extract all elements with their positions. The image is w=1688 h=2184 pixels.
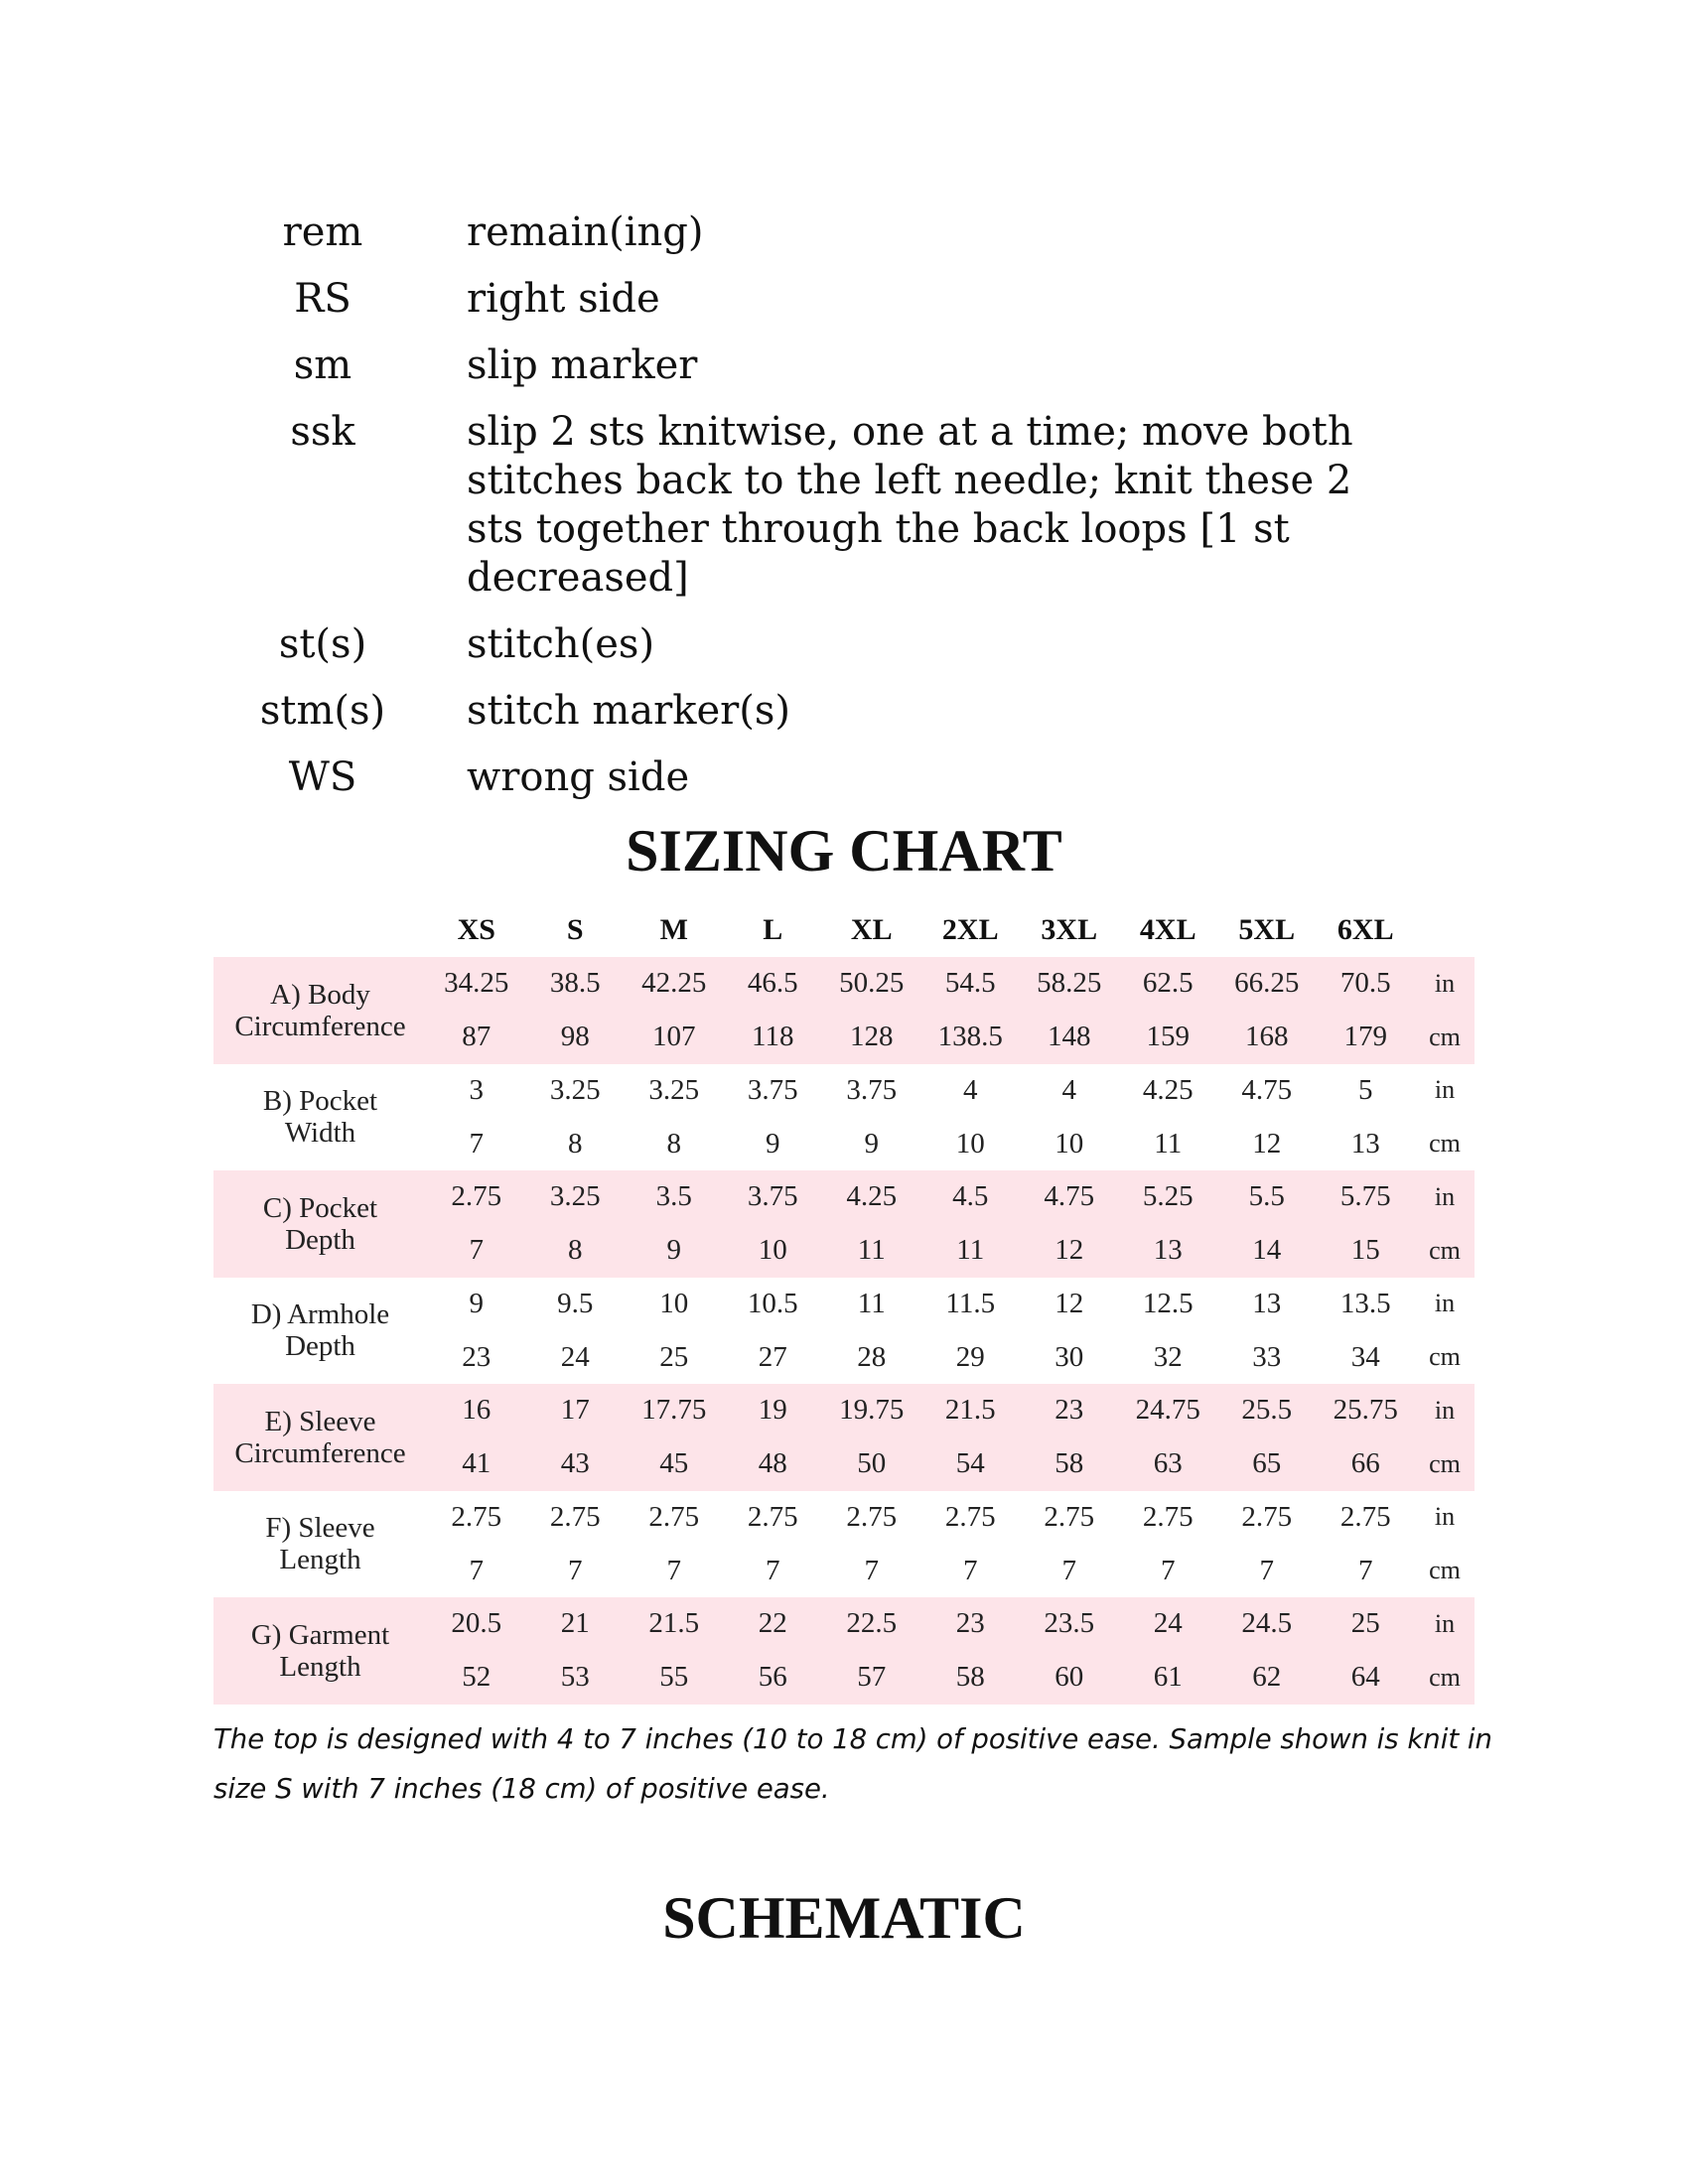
measurement-row bbox=[213, 1384, 1475, 1491]
measurement-value: 11 bbox=[956, 1234, 985, 1267]
measurement-value: 58 bbox=[1055, 1447, 1084, 1480]
measurement-value: 3.25 bbox=[549, 1180, 601, 1213]
unit-label: cm bbox=[1429, 1448, 1461, 1478]
ease-note: The top is designed with 4 to 7 inches (10 to 18 cm) of positive ease. Sample shown is knit in size S with 7 inches (18 cm) of positive ease. bbox=[213, 1723, 1492, 1805]
measurement-label-line2: Depth bbox=[285, 1330, 355, 1363]
unit-label: in bbox=[1434, 1289, 1456, 1318]
measurement-label bbox=[213, 1064, 427, 1171]
measurement-label-line1: E) Sleeve bbox=[264, 1405, 376, 1437]
measurement-label bbox=[213, 1491, 427, 1598]
abbreviation-term: sm bbox=[293, 342, 352, 388]
size-header-row bbox=[213, 903, 1475, 957]
measurement-value: 33 bbox=[1252, 1340, 1282, 1373]
measurement-value: 17 bbox=[560, 1394, 590, 1427]
measurement-value: 46.5 bbox=[747, 967, 798, 1000]
measurement-value: 38.5 bbox=[549, 967, 601, 1000]
measurement-value: 4.25 bbox=[1142, 1073, 1194, 1106]
measurement-value: 50 bbox=[857, 1447, 887, 1480]
measurement-value: 5.75 bbox=[1339, 1180, 1391, 1213]
measurement-label-line2: Length bbox=[279, 1650, 361, 1683]
measurement-value: 148 bbox=[1048, 1021, 1091, 1053]
measurement-value: 25.5 bbox=[1241, 1394, 1293, 1427]
measurement-value: 3 bbox=[469, 1073, 484, 1106]
inches-row bbox=[427, 1064, 1475, 1118]
measurement-row bbox=[213, 1170, 1475, 1278]
unit-label: in bbox=[1434, 1502, 1456, 1532]
unit-label: cm bbox=[1429, 1662, 1461, 1692]
measurement-value: 25 bbox=[1350, 1607, 1380, 1640]
abbreviation-term: WS bbox=[288, 754, 357, 800]
measurement-value: 138.5 bbox=[937, 1021, 1003, 1053]
measurement-value: 27 bbox=[758, 1340, 787, 1373]
measurement-label-line2: Circumference bbox=[234, 1010, 406, 1042]
measurement-value: 13.5 bbox=[1339, 1287, 1391, 1319]
measurement-row bbox=[213, 1491, 1475, 1598]
measurement-value: 7 bbox=[766, 1554, 780, 1586]
measurement-value: 34.25 bbox=[444, 967, 509, 1000]
measurement-value: 58.25 bbox=[1037, 967, 1102, 1000]
size-label: 6XL bbox=[1336, 913, 1394, 946]
measurement-value: 64 bbox=[1350, 1661, 1380, 1694]
measurement-value: 58 bbox=[955, 1661, 985, 1694]
measurement-value: 50.25 bbox=[839, 967, 905, 1000]
unit-label: cm bbox=[1429, 1129, 1461, 1159]
measurement-value: 19 bbox=[758, 1394, 787, 1427]
measurement-value: 87 bbox=[462, 1021, 492, 1053]
measurement-value: 7 bbox=[1061, 1554, 1076, 1586]
measurement-value: 60 bbox=[1055, 1661, 1084, 1694]
measurement-label bbox=[213, 1170, 427, 1278]
measurement-value: 23 bbox=[1055, 1394, 1084, 1427]
size-label: 3XL bbox=[1041, 913, 1098, 946]
abbreviation-row bbox=[238, 275, 1479, 324]
unit-label: in bbox=[1434, 1395, 1456, 1425]
measurement-value: 179 bbox=[1343, 1021, 1387, 1053]
measurement-value: 42.25 bbox=[641, 967, 707, 1000]
measurement-value: 21.5 bbox=[944, 1394, 996, 1427]
measurement-value: 52 bbox=[462, 1661, 492, 1694]
measurement-label bbox=[213, 1597, 427, 1705]
measurement-label-line1: D) Armhole bbox=[250, 1298, 390, 1331]
measurement-label-line1: A) Body bbox=[270, 978, 370, 1011]
measurement-value: 7 bbox=[1259, 1554, 1274, 1586]
measurement-value: 159 bbox=[1146, 1021, 1190, 1053]
measurement-value: 61 bbox=[1153, 1661, 1183, 1694]
inches-row bbox=[427, 1384, 1475, 1437]
centimeters-row bbox=[427, 1117, 1475, 1170]
inches-row bbox=[427, 1491, 1475, 1545]
measurement-label-line1: G) Garment bbox=[250, 1618, 390, 1651]
measurement-value: 168 bbox=[1245, 1021, 1289, 1053]
size-label: 2XL bbox=[941, 913, 999, 946]
measurement-value: 4.75 bbox=[1044, 1180, 1095, 1213]
measurement-value: 3.5 bbox=[655, 1180, 692, 1213]
measurement-value: 2.75 bbox=[1142, 1500, 1194, 1533]
measurement-value: 24 bbox=[1153, 1607, 1183, 1640]
abbreviation-definition: stitch(es) bbox=[467, 621, 655, 667]
measurement-value: 10.5 bbox=[747, 1287, 798, 1319]
size-label: S bbox=[566, 913, 584, 946]
measurement-value: 66.25 bbox=[1234, 967, 1300, 1000]
measurement-value: 8 bbox=[666, 1127, 681, 1160]
measurement-row bbox=[213, 1278, 1475, 1385]
measurement-value: 15 bbox=[1350, 1234, 1380, 1267]
measurement-value: 3.25 bbox=[648, 1073, 700, 1106]
measurement-value: 12 bbox=[1055, 1234, 1084, 1267]
measurement-value: 28 bbox=[857, 1340, 887, 1373]
measurement-value: 7 bbox=[864, 1554, 879, 1586]
measurement-value: 7 bbox=[1161, 1554, 1176, 1586]
abbreviation-list bbox=[238, 208, 1479, 820]
measurement-label bbox=[213, 957, 427, 1064]
measurement-value: 22 bbox=[758, 1607, 787, 1640]
measurement-value: 4.25 bbox=[846, 1180, 898, 1213]
measurement-value: 3.75 bbox=[747, 1073, 798, 1106]
measurement-value: 11 bbox=[857, 1234, 886, 1267]
measurement-value: 2.75 bbox=[549, 1500, 601, 1533]
measurement-value: 23 bbox=[462, 1340, 492, 1373]
measurement-value: 3.75 bbox=[747, 1180, 798, 1213]
measurement-label-line2: Depth bbox=[285, 1223, 355, 1256]
measurement-value: 62 bbox=[1252, 1661, 1282, 1694]
measurement-value: 5.5 bbox=[1248, 1180, 1285, 1213]
measurement-value: 2.75 bbox=[1044, 1500, 1095, 1533]
measurement-value: 63 bbox=[1153, 1447, 1183, 1480]
measurement-value: 10 bbox=[1055, 1127, 1084, 1160]
measurement-value: 41 bbox=[462, 1447, 492, 1480]
schematic-title: SCHEMATIC bbox=[662, 1885, 1026, 1951]
measurement-value: 8 bbox=[568, 1234, 583, 1267]
measurement-label-line1: B) Pocket bbox=[262, 1085, 378, 1118]
measurement-value: 24 bbox=[560, 1340, 590, 1373]
abbreviation-row bbox=[238, 208, 1479, 257]
measurement-value: 25.75 bbox=[1333, 1394, 1398, 1427]
measurement-value: 53 bbox=[560, 1661, 590, 1694]
measurement-value: 45 bbox=[659, 1447, 689, 1480]
measurement-value: 13 bbox=[1252, 1287, 1282, 1319]
measurement-value: 12 bbox=[1055, 1287, 1084, 1319]
measurement-value: 7 bbox=[469, 1554, 484, 1586]
measurement-value: 65 bbox=[1252, 1447, 1282, 1480]
measurement-value: 2.75 bbox=[451, 1180, 502, 1213]
centimeters-row bbox=[427, 1651, 1475, 1705]
measurement-value: 5 bbox=[1358, 1073, 1373, 1106]
inches-row bbox=[427, 1170, 1475, 1224]
measurement-value: 9.5 bbox=[557, 1287, 594, 1319]
measurement-value: 4.5 bbox=[952, 1180, 989, 1213]
measurement-label bbox=[213, 1384, 427, 1491]
measurement-value: 24.5 bbox=[1241, 1607, 1293, 1640]
measurement-value: 128 bbox=[850, 1021, 894, 1053]
size-label: XL bbox=[850, 913, 893, 946]
abbreviation-term: st(s) bbox=[278, 621, 367, 667]
measurement-value: 48 bbox=[758, 1447, 787, 1480]
measurement-value: 3.75 bbox=[846, 1073, 898, 1106]
measurement-value: 12.5 bbox=[1142, 1287, 1194, 1319]
measurement-value: 4.75 bbox=[1241, 1073, 1293, 1106]
unit-label: cm bbox=[1429, 1342, 1461, 1372]
measurement-value: 70.5 bbox=[1339, 967, 1391, 1000]
centimeters-row bbox=[427, 1437, 1475, 1491]
centimeters-row bbox=[427, 1224, 1475, 1278]
measurement-value: 19.75 bbox=[839, 1394, 905, 1427]
inches-row bbox=[427, 957, 1475, 1011]
inches-row bbox=[427, 1278, 1475, 1331]
measurement-value: 21 bbox=[560, 1607, 590, 1640]
unit-label: cm bbox=[1429, 1022, 1461, 1051]
measurement-label-line1: F) Sleeve bbox=[265, 1512, 375, 1545]
measurement-value: 7 bbox=[469, 1127, 484, 1160]
measurement-value: 29 bbox=[955, 1340, 985, 1373]
measurement-value: 56 bbox=[758, 1661, 787, 1694]
measurement-value: 10 bbox=[659, 1287, 689, 1319]
measurement-value: 32 bbox=[1153, 1340, 1183, 1373]
measurement-value: 7 bbox=[1358, 1554, 1373, 1586]
unit-label: in bbox=[1434, 1608, 1456, 1638]
unit-label: cm bbox=[1429, 1556, 1461, 1585]
measurement-value: 12 bbox=[1252, 1127, 1282, 1160]
measurement-value: 10 bbox=[955, 1127, 985, 1160]
measurement-value: 25 bbox=[659, 1340, 689, 1373]
measurement-value: 22.5 bbox=[846, 1607, 898, 1640]
measurement-value: 16 bbox=[462, 1394, 492, 1427]
measurement-value: 24.75 bbox=[1135, 1394, 1200, 1427]
unit-label: in bbox=[1434, 968, 1456, 998]
abbreviation-row bbox=[238, 341, 1479, 390]
measurement-row bbox=[213, 957, 1475, 1064]
abbreviation-term: ssk bbox=[290, 409, 355, 455]
measurement-value: 7 bbox=[666, 1554, 681, 1586]
abbreviation-definition: remain(ing) bbox=[467, 209, 704, 255]
size-label: XS bbox=[457, 913, 495, 946]
measurement-value: 98 bbox=[560, 1021, 590, 1053]
measurement-value: 54 bbox=[955, 1447, 985, 1480]
measurement-value: 11 bbox=[857, 1287, 886, 1319]
abbreviation-row bbox=[238, 687, 1479, 736]
measurement-value: 9 bbox=[864, 1127, 879, 1160]
measurement-value: 13 bbox=[1153, 1234, 1183, 1267]
measurement-value: 2.75 bbox=[451, 1500, 502, 1533]
measurement-value: 66 bbox=[1350, 1447, 1380, 1480]
measurement-value: 4 bbox=[963, 1073, 978, 1106]
measurement-value: 2.75 bbox=[944, 1500, 996, 1533]
unit-label: in bbox=[1434, 1181, 1456, 1211]
measurement-label bbox=[213, 1278, 427, 1385]
sizing-chart-table bbox=[213, 903, 1475, 1705]
measurement-value: 13 bbox=[1350, 1127, 1380, 1160]
size-label: 4XL bbox=[1139, 913, 1196, 946]
sizing-chart-title: SIZING CHART bbox=[626, 818, 1062, 884]
abbreviation-row bbox=[238, 620, 1479, 669]
measurement-value: 5.25 bbox=[1142, 1180, 1194, 1213]
measurement-value: 55 bbox=[659, 1661, 689, 1694]
centimeters-row bbox=[427, 1330, 1475, 1384]
measurement-label-line2: Length bbox=[279, 1544, 361, 1576]
measurement-label-line2: Circumference bbox=[234, 1436, 406, 1469]
abbreviation-row bbox=[238, 408, 1479, 603]
measurement-value: 2.75 bbox=[1241, 1500, 1293, 1533]
measurement-value: 107 bbox=[652, 1021, 696, 1053]
abbreviation-definition: right side bbox=[467, 276, 660, 322]
measurement-value: 2.75 bbox=[1339, 1500, 1391, 1533]
measurement-label-line1: C) Pocket bbox=[262, 1191, 378, 1224]
measurement-value: 4 bbox=[1061, 1073, 1076, 1106]
measurement-value: 9 bbox=[766, 1127, 780, 1160]
measurement-value: 62.5 bbox=[1142, 967, 1194, 1000]
abbreviation-definition: wrong side bbox=[467, 754, 690, 800]
measurement-value: 3.25 bbox=[549, 1073, 601, 1106]
centimeters-row bbox=[427, 1011, 1475, 1064]
measurement-value: 20.5 bbox=[451, 1607, 502, 1640]
abbreviation-term: RS bbox=[294, 276, 352, 322]
centimeters-row bbox=[427, 1544, 1475, 1597]
abbreviation-term: stm(s) bbox=[259, 688, 386, 734]
measurement-label-line2: Width bbox=[284, 1117, 356, 1150]
abbreviation-row bbox=[238, 753, 1479, 802]
measurement-value: 14 bbox=[1252, 1234, 1282, 1267]
measurement-value: 2.75 bbox=[648, 1500, 700, 1533]
measurement-value: 7 bbox=[568, 1554, 583, 1586]
measurement-value: 10 bbox=[758, 1234, 787, 1267]
measurement-value: 8 bbox=[568, 1127, 583, 1160]
size-label: M bbox=[659, 913, 688, 946]
measurement-value: 23.5 bbox=[1044, 1607, 1095, 1640]
measurement-value: 9 bbox=[666, 1234, 681, 1267]
abbreviation-definition: slip marker bbox=[467, 342, 698, 388]
size-label: L bbox=[763, 913, 783, 946]
measurement-value: 23 bbox=[955, 1607, 985, 1640]
abbreviation-definition: slip 2 sts knitwise, one at a time; move both stitches back to the left needle; knit these 2 sts together through the back loops [1 st decreased] bbox=[467, 409, 1353, 601]
measurement-value: 43 bbox=[560, 1447, 590, 1480]
measurement-value: 9 bbox=[469, 1287, 484, 1319]
measurement-value: 57 bbox=[857, 1661, 887, 1694]
measurement-value: 7 bbox=[469, 1234, 484, 1267]
measurement-value: 34 bbox=[1350, 1340, 1380, 1373]
measurement-row bbox=[213, 1597, 1475, 1705]
measurement-value: 2.75 bbox=[747, 1500, 798, 1533]
inches-row bbox=[427, 1597, 1475, 1651]
abbreviation-term: rem bbox=[282, 209, 363, 255]
measurement-value: 11 bbox=[1154, 1127, 1183, 1160]
measurement-value: 7 bbox=[963, 1554, 978, 1586]
measurement-row bbox=[213, 1064, 1475, 1171]
measurement-value: 21.5 bbox=[648, 1607, 700, 1640]
measurement-value: 2.75 bbox=[846, 1500, 898, 1533]
measurement-value: 54.5 bbox=[944, 967, 996, 1000]
abbreviation-definition: stitch marker(s) bbox=[467, 688, 791, 734]
unit-label: cm bbox=[1429, 1235, 1461, 1265]
measurement-value: 11.5 bbox=[945, 1287, 996, 1319]
measurement-value: 17.75 bbox=[641, 1394, 707, 1427]
size-label: 5XL bbox=[1238, 913, 1296, 946]
unit-label: in bbox=[1434, 1075, 1456, 1105]
measurement-value: 30 bbox=[1055, 1340, 1084, 1373]
measurement-value: 118 bbox=[752, 1021, 794, 1053]
